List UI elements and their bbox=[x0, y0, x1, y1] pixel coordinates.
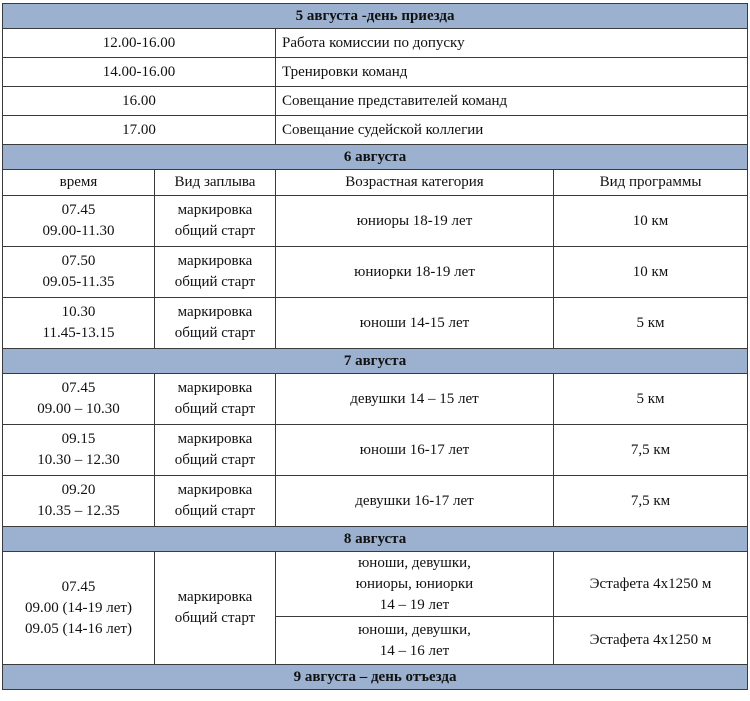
event-swim-line: общий старт bbox=[174, 452, 256, 468]
relay-category-line: 14 – 16 лет bbox=[379, 642, 450, 659]
day-title: 8 августа bbox=[3, 527, 748, 552]
info-activity: Совещание судейской коллегии bbox=[276, 116, 748, 145]
event-row bbox=[3, 374, 748, 425]
relay-category bbox=[276, 552, 554, 617]
event-swim-line: маркировка bbox=[177, 304, 253, 320]
event-time bbox=[3, 196, 155, 247]
day-title: 7 августа bbox=[3, 349, 748, 374]
event-category: девушки 16-17 лет bbox=[276, 476, 554, 527]
event-swim-line: маркировка bbox=[177, 253, 253, 269]
event-time bbox=[3, 425, 155, 476]
info-time: 17.00 bbox=[3, 116, 276, 145]
event-program: 5 км bbox=[554, 298, 748, 349]
column-header-program: Вид программы bbox=[554, 170, 748, 196]
event-time-line: 10.30 bbox=[61, 304, 96, 320]
day-title: 6 августа bbox=[3, 145, 748, 170]
relay-category-line: 14 – 19 лет bbox=[379, 596, 450, 613]
event-time-line: 10.30 – 12.30 bbox=[37, 452, 120, 468]
day-title: 9 августа – день отъезда bbox=[3, 665, 748, 690]
info-row bbox=[3, 58, 748, 87]
event-swim-line: общий старт bbox=[174, 401, 256, 417]
event-swim-line: маркировка bbox=[177, 202, 253, 218]
info-time: 12.00-16.00 bbox=[3, 29, 276, 58]
relay-category-line: юноши, девушки, bbox=[358, 554, 471, 571]
event-time bbox=[3, 476, 155, 527]
day-header-row bbox=[3, 4, 748, 29]
info-row bbox=[3, 116, 748, 145]
relay-row bbox=[3, 552, 748, 617]
event-swim-line: общий старт bbox=[174, 223, 256, 239]
event-swim-line: маркировка bbox=[177, 380, 253, 396]
event-swim-line: маркировка bbox=[177, 431, 253, 447]
event-program: 10 км bbox=[554, 247, 748, 298]
event-program: 5 км bbox=[554, 374, 748, 425]
info-time: 16.00 bbox=[3, 87, 276, 116]
event-row bbox=[3, 298, 748, 349]
relay-swim-line: маркировка bbox=[177, 589, 253, 605]
event-category: юниоры 18-19 лет bbox=[276, 196, 554, 247]
relay-time bbox=[3, 552, 155, 665]
event-time-line: 11.45-13.15 bbox=[42, 325, 115, 341]
schedule bbox=[2, 3, 747, 690]
event-swim-type bbox=[155, 374, 276, 425]
event-time-line: 07.50 bbox=[61, 253, 96, 269]
info-activity: Совещание представителей команд bbox=[276, 87, 748, 116]
day-header-row bbox=[3, 145, 748, 170]
event-swim-line: общий старт bbox=[174, 503, 256, 519]
event-time-line: 09.15 bbox=[61, 431, 96, 447]
relay-program: Эстафета 4х1250 м bbox=[554, 552, 748, 617]
event-swim-type bbox=[155, 247, 276, 298]
event-time bbox=[3, 298, 155, 349]
event-category: юниорки 18-19 лет bbox=[276, 247, 554, 298]
event-category: девушки 14 – 15 лет bbox=[276, 374, 554, 425]
event-swim-type bbox=[155, 298, 276, 349]
event-program: 7,5 км bbox=[554, 425, 748, 476]
day-header-row bbox=[3, 349, 748, 374]
event-time-line: 09.00-11.30 bbox=[42, 223, 115, 239]
day-title: 5 августа -день приезда bbox=[3, 4, 748, 29]
event-time-line: 09.05-11.35 bbox=[42, 274, 115, 290]
column-header-swim-type: Вид заплыва bbox=[155, 170, 276, 196]
event-time bbox=[3, 247, 155, 298]
relay-program: Эстафета 4х1250 м bbox=[554, 617, 748, 665]
relay-time-line: 09.00 (14-19 лет) bbox=[25, 599, 132, 616]
event-row bbox=[3, 476, 748, 527]
column-header-age-category: Возрастная категория bbox=[276, 170, 554, 196]
column-header-row bbox=[3, 170, 748, 196]
event-swim-type bbox=[155, 196, 276, 247]
event-row bbox=[3, 425, 748, 476]
event-category: юноши 14-15 лет bbox=[276, 298, 554, 349]
day-header-row bbox=[3, 665, 748, 690]
event-category: юноши 16-17 лет bbox=[276, 425, 554, 476]
event-swim-line: маркировка bbox=[177, 482, 253, 498]
info-activity: Тренировки команд bbox=[276, 58, 748, 87]
event-time-line: 07.45 bbox=[61, 380, 96, 396]
relay-category-line: юноши, девушки, bbox=[358, 621, 471, 638]
event-swim-type bbox=[155, 425, 276, 476]
relay-swim-line: общий старт bbox=[174, 610, 256, 626]
event-swim-line: общий старт bbox=[174, 274, 256, 290]
info-activity: Работа комиссии по допуску bbox=[276, 29, 748, 58]
relay-category-line: юниоры, юниорки bbox=[355, 575, 474, 592]
event-swim-type bbox=[155, 476, 276, 527]
info-time: 14.00-16.00 bbox=[3, 58, 276, 87]
event-swim-line: общий старт bbox=[174, 325, 256, 341]
relay-category bbox=[276, 617, 554, 665]
event-program: 7,5 км bbox=[554, 476, 748, 527]
column-header-time: время bbox=[3, 170, 155, 196]
event-row bbox=[3, 247, 748, 298]
event-time bbox=[3, 374, 155, 425]
event-time-line: 10.35 – 12.35 bbox=[37, 503, 120, 519]
relay-swim-type bbox=[155, 552, 276, 665]
event-row bbox=[3, 196, 748, 247]
event-time-line: 09.00 – 10.30 bbox=[37, 401, 120, 417]
event-program: 10 км bbox=[554, 196, 748, 247]
event-time-line: 07.45 bbox=[61, 202, 96, 218]
day-header-row bbox=[3, 527, 748, 552]
schedule-table bbox=[2, 3, 748, 690]
relay-time-line: 07.45 bbox=[61, 578, 96, 595]
info-row bbox=[3, 87, 748, 116]
info-row bbox=[3, 29, 748, 58]
relay-time-line: 09.05 (14-16 лет) bbox=[25, 620, 132, 637]
event-time-line: 09.20 bbox=[61, 482, 96, 498]
